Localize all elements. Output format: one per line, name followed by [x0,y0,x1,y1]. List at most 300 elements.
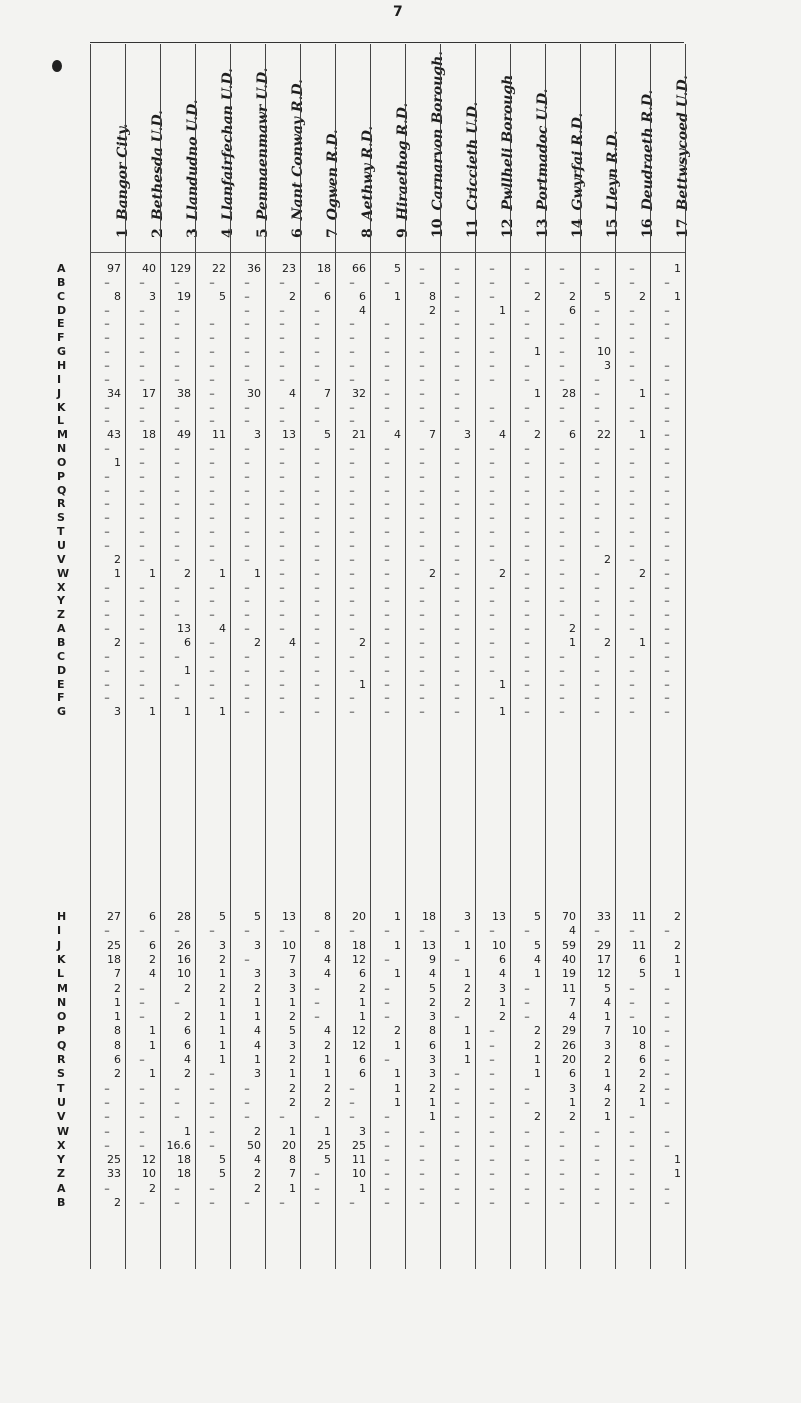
table-cell: – [629,663,635,677]
table-cell: – [139,275,145,289]
table-cell: – [279,622,285,636]
table-cell: – [454,677,460,691]
table-cell: 12 [352,1038,366,1052]
table-cell: – [629,317,635,331]
row-letter: S [57,511,65,525]
row-letter: R [57,1053,66,1066]
table-cell: – [489,663,495,677]
table-cell: – [664,1095,670,1109]
table-cell: – [244,525,250,539]
table-cell: – [419,552,425,566]
column-header [93,44,131,250]
table-cell: – [384,331,390,345]
table-cell: – [104,1081,110,1095]
table-cell: – [489,1167,495,1181]
table-cell: – [419,608,425,622]
table-cell: – [419,580,425,594]
row-letter: E [57,317,65,331]
table-cell: 6 [149,938,156,952]
table-cell: – [489,539,495,552]
column-header [548,44,586,250]
table-cell: – [559,663,565,677]
table-cell: 1 [254,1010,261,1024]
table-cell: 1 [219,566,226,580]
table-cell: 1 [464,1024,471,1038]
column-header [128,44,166,250]
row-letter: B [57,635,66,649]
table-cell: – [454,691,460,705]
table-cell: – [524,649,530,663]
table-cell: – [139,372,145,386]
table-cell: – [349,539,355,552]
table-cell: – [524,358,530,372]
table-cell: – [489,1181,495,1195]
table-cell: 18 [142,428,156,442]
table-cell: – [489,262,495,275]
table-cell: – [139,1010,145,1024]
table-cell: – [349,1081,355,1095]
table-cell: – [594,1138,600,1152]
table-cell: 20 [562,1053,576,1066]
table-cell: – [349,622,355,636]
column-header [618,44,656,250]
table-cell: – [419,1181,425,1195]
row-letter: E [57,677,65,691]
row-letter: U [57,539,66,552]
table-cell: – [664,608,670,622]
table-cell: – [139,552,145,566]
table-cell: 9 [429,952,436,966]
table-cell: 18 [317,262,331,275]
table-cell: – [139,580,145,594]
table-cell: – [664,455,670,469]
table-cell: – [314,1181,320,1195]
table-cell: 4 [324,967,331,981]
table-cell: – [524,1138,530,1152]
table-cell: – [559,1181,565,1195]
table-cell: 1 [674,1153,681,1167]
table-cell: – [244,663,250,677]
table-cell: – [629,924,635,938]
table-cell: 8 [114,1024,121,1038]
table-cell: – [139,981,145,995]
table-cell: – [139,539,145,552]
table-cell: – [314,705,320,719]
table-cell: – [244,649,250,663]
table-cell: – [349,331,355,345]
table-cell: – [314,608,320,622]
table-cell: – [629,483,635,497]
row-letter: H [57,358,67,372]
table-cell: – [244,1081,250,1095]
table-cell: 1 [639,1095,646,1109]
table-cell: – [629,358,635,372]
table-cell: 4 [604,995,611,1009]
table-cell: – [454,414,460,428]
table-cell: 1 [639,428,646,442]
table-cell: 1 [674,1167,681,1181]
table-cell: – [559,511,565,525]
table-cell: 2 [604,552,611,566]
table-cell: 10 [177,967,191,981]
table-cell: – [524,442,530,456]
table-cell: 4 [324,952,331,966]
column-name: Portmadoc U.D. [535,88,551,211]
table-cell: – [454,608,460,622]
column-name: Llanfairfechan U.D. [220,67,236,221]
column-header [408,44,446,250]
row-letter: M [57,981,68,995]
table-cell: – [454,289,460,303]
column-number: 11 [465,218,481,238]
table-cell: 20 [282,1138,296,1152]
table-cell: – [104,691,110,705]
table-cell: – [524,1010,530,1024]
table-cell: – [489,275,495,289]
row-letter: O [57,1010,67,1024]
table-cell: – [419,331,425,345]
table-cell: 1 [464,1038,471,1052]
table-cell: 3 [219,938,226,952]
table-cell: – [244,1110,250,1124]
table-cell: – [104,663,110,677]
table-cell: 7 [429,428,436,442]
table-cell: 2 [254,981,261,995]
table-cell: – [489,358,495,372]
table-cell: 2 [149,952,156,966]
table-cell: 6 [359,1053,366,1066]
table-cell: – [489,317,495,331]
table-cell: – [349,608,355,622]
row-letter: J [57,938,62,952]
table-cell: – [104,275,110,289]
table-cell: – [384,414,390,428]
table-cell: 2 [219,952,226,966]
table-cell: – [314,649,320,663]
table-cell: 18 [352,938,366,952]
column-number: 5 [255,228,271,238]
table-cell: 7 [289,952,296,966]
table-cell: – [454,1067,460,1081]
table-cell: – [104,649,110,663]
table-cell: – [314,497,320,511]
table-cell: – [454,1181,460,1195]
row-letter: Y [57,1153,65,1167]
table-cell: 5 [219,289,226,303]
table-cell: – [489,372,495,386]
table-cell: – [104,1110,110,1124]
table-cell: – [454,331,460,345]
table-cell: 59 [562,938,576,952]
table-cell: – [209,552,215,566]
table-cell: – [209,635,215,649]
table-cell: – [489,1196,495,1209]
column-name: Aethwy R.D. [360,125,376,221]
table-cell: – [349,566,355,580]
table-cell: – [594,608,600,622]
table-cell: – [524,608,530,622]
table-cell: 5 [604,289,611,303]
table-cell: 13 [282,910,296,923]
table-cell: – [314,372,320,386]
table-cell: – [419,400,425,414]
table-cell: – [279,552,285,566]
table-cell: – [664,1196,670,1209]
table-cell: – [244,483,250,497]
table-cell: – [454,566,460,580]
table-cell: – [174,455,180,469]
table-cell: 129 [170,262,191,275]
table-cell: – [594,580,600,594]
table-cell: 2 [114,981,121,995]
table-cell: – [139,924,145,938]
table-cell: – [489,414,495,428]
table-cell: – [244,1095,250,1109]
table-cell: – [629,594,635,608]
table-cell: – [314,469,320,483]
table-cell: – [489,455,495,469]
table-cell: – [594,414,600,428]
table-cell: 2 [289,1010,296,1024]
table-cell: – [664,331,670,345]
table-cell: – [209,1124,215,1138]
column-name: Penmaenmawr U.D. [255,67,271,221]
table-cell: – [629,705,635,719]
table-cell: – [419,469,425,483]
header-top-rule [90,42,684,43]
table-cell: – [594,1124,600,1138]
table-cell: – [139,649,145,663]
table-cell: – [664,275,670,289]
table-cell: – [454,594,460,608]
table-cell: – [594,483,600,497]
table-cell: – [209,345,215,359]
row-letter: K [57,400,66,414]
table-cell: – [244,469,250,483]
table-cell: – [209,317,215,331]
table-cell: – [419,511,425,525]
table-cell: – [209,1196,215,1209]
table-cell: 2 [604,635,611,649]
table-cell: 2 [359,635,366,649]
table-cell: – [244,677,250,691]
column-header [163,44,201,250]
table-cell: – [629,372,635,386]
table-cell: – [489,1024,495,1038]
table-cell: – [454,372,460,386]
table-cell: 1 [324,1053,331,1066]
table-cell: – [384,594,390,608]
table-cell: 3 [464,428,471,442]
table-cell: – [559,262,565,275]
table-cell: – [384,705,390,719]
table-cell: – [454,1081,460,1095]
table-cell: 2 [359,981,366,995]
table-cell: 1 [604,1010,611,1024]
table-cell: – [559,469,565,483]
table-cell: – [524,262,530,275]
table-cell: – [489,511,495,525]
table-cell: – [104,580,110,594]
table-cell: – [279,566,285,580]
table-cell: – [384,663,390,677]
table-cell: 10 [632,1024,646,1038]
table-cell: – [244,400,250,414]
table-cell: – [419,1196,425,1209]
table-cell: – [384,386,390,400]
column-number: 17 [675,218,691,238]
table-cell: – [279,358,285,372]
table-cell: 2 [289,289,296,303]
row-letter: N [57,442,67,456]
table-cell: 4 [254,1153,261,1167]
table-cell: – [384,677,390,691]
table-cell: 1 [184,705,191,719]
table-cell: 1 [219,1024,226,1038]
table-cell: – [524,924,530,938]
table-cell: – [384,372,390,386]
table-cell: – [419,622,425,636]
table-cell: 2 [534,1024,541,1038]
table-cell: – [594,525,600,539]
table-cell: 8 [114,289,121,303]
row-letter: M [57,428,68,442]
table-cell: 1 [219,1010,226,1024]
table-cell: – [314,1110,320,1124]
table-cell: 27 [107,910,121,923]
table-cell: 20 [352,910,366,923]
table-cell: 5 [534,938,541,952]
table-cell: – [419,455,425,469]
table-cell: – [174,1181,180,1195]
table-cell: – [314,525,320,539]
table-cell: – [454,1138,460,1152]
table-cell: – [104,469,110,483]
table-cell: 2 [289,1053,296,1066]
table-cell: – [104,511,110,525]
table-cell: – [244,455,250,469]
table-cell: 2 [219,981,226,995]
table-cell: – [314,483,320,497]
table-cell: – [209,1138,215,1152]
table-cell: – [244,331,250,345]
table-cell: – [524,594,530,608]
table-cell: 6 [359,967,366,981]
table-cell: – [384,924,390,938]
table-cell: – [629,622,635,636]
table-cell: – [314,442,320,456]
table-cell: – [664,705,670,719]
table-cell: 2 [184,566,191,580]
table-cell: – [384,345,390,359]
table-cell: 13 [422,938,436,952]
table-cell: – [489,469,495,483]
row-letter: Q [57,483,67,497]
table-cell: – [104,525,110,539]
column-number: 12 [500,218,516,238]
table-cell: – [664,1010,670,1024]
column-number: 14 [570,218,586,238]
table-cell: – [629,442,635,456]
table-cell: – [349,414,355,428]
row-letter: W [57,1124,70,1138]
table-cell: – [314,1196,320,1209]
table-cell: 1 [674,289,681,303]
table-cell: 1 [534,345,541,359]
table-cell: 6 [499,952,506,966]
column-name: Gwyrfai R.D. [570,112,586,211]
table-cell: 2 [534,1038,541,1052]
table-cell: – [524,483,530,497]
table-cell: – [454,1167,460,1181]
table-cell: 66 [352,262,366,275]
table-cell: 2 [254,1181,261,1195]
table-cell: – [104,1138,110,1152]
table-cell: – [419,317,425,331]
table-cell: 1 [359,1010,366,1024]
table-cell: – [244,317,250,331]
table-cell: – [139,1110,145,1124]
column-number: 4 [220,228,236,238]
table-cell: – [454,511,460,525]
table-cell: 1 [359,677,366,691]
table-cell: – [664,372,670,386]
table-cell: – [174,594,180,608]
table-cell: – [524,1167,530,1181]
table-cell: – [489,1038,495,1052]
table-cell: 6 [324,289,331,303]
table-cell: 2 [184,1067,191,1081]
column-number: 16 [640,218,656,238]
table-cell: 1 [674,967,681,981]
column-number: 9 [395,228,411,238]
table-cell: 3 [569,1081,576,1095]
table-cell: – [279,483,285,497]
table-cell: – [349,663,355,677]
table-cell: – [489,1124,495,1138]
table-cell: – [419,705,425,719]
table-cell: – [244,691,250,705]
table-cell: 29 [597,938,611,952]
table-cell: – [594,594,600,608]
row-letter: N [57,995,67,1009]
table-cell: – [104,677,110,691]
table-cell: – [384,469,390,483]
table-cell: – [104,608,110,622]
table-cell: – [279,1196,285,1209]
table-cell: – [419,663,425,677]
table-cell: – [279,663,285,677]
table-cell: 7 [289,1167,296,1181]
table-cell: – [209,691,215,705]
table-cell: – [314,580,320,594]
table-cell: 2 [534,1110,541,1124]
table-cell: – [454,580,460,594]
table-cell: – [174,539,180,552]
table-cell: 12 [142,1153,156,1167]
table-cell: – [524,1196,530,1209]
table-cell: – [174,469,180,483]
table-cell: – [174,303,180,317]
table-cell: – [244,275,250,289]
table-cell: – [314,635,320,649]
table-cell: – [279,303,285,317]
table-cell: 2 [114,552,121,566]
table-cell: – [454,345,460,359]
table-cell: – [279,414,285,428]
table-cell: 26 [562,1038,576,1052]
table-cell: – [559,442,565,456]
